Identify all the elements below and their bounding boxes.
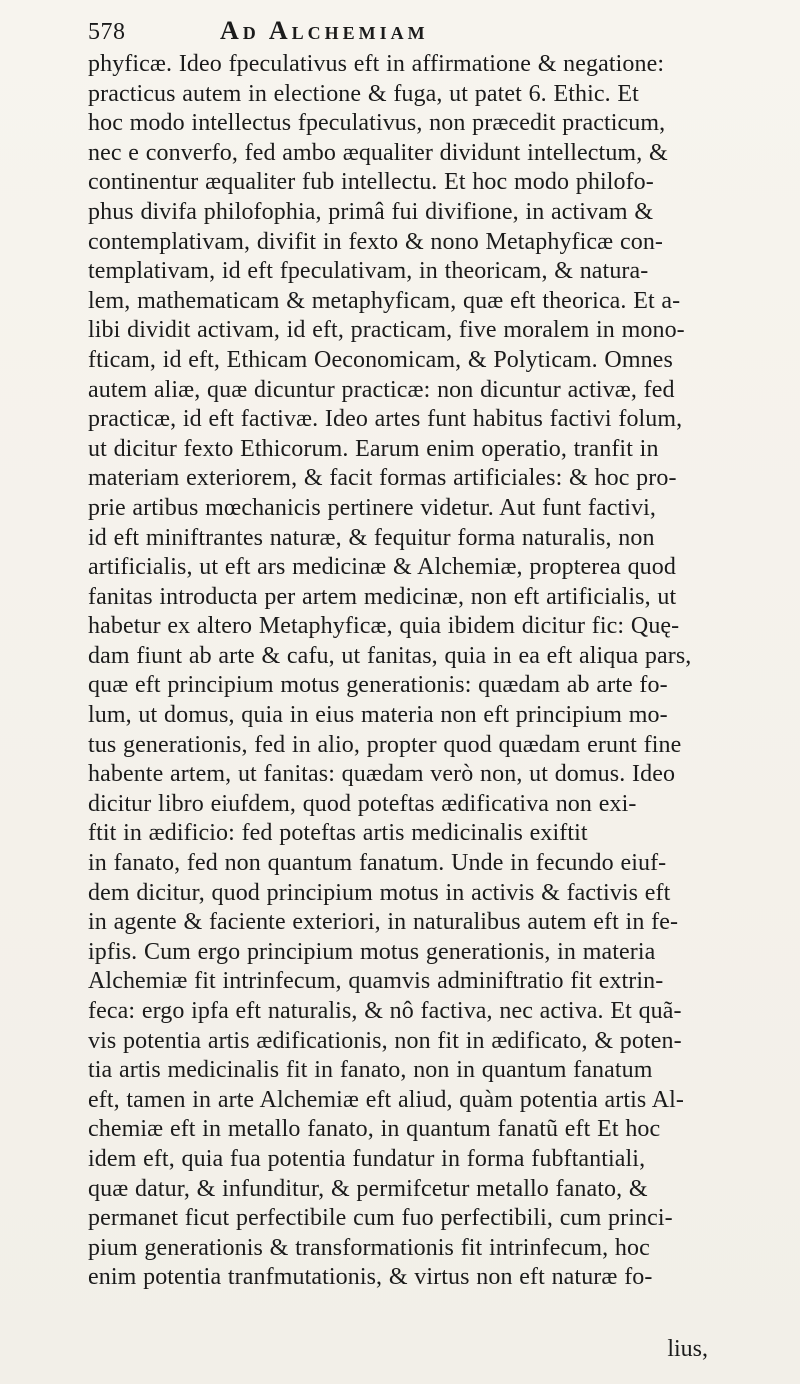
text-line: permanet ficut perfectibile cum fuo perfectibili, cum princi- xyxy=(88,1205,673,1232)
text-line: prie artibus mœchanicis pertinere videtur. Aut funt factivi, xyxy=(88,494,657,521)
text-line: nec e converfo, fed ambo æqualiter dividunt intellectum, & xyxy=(88,139,668,166)
text-line: vis potentia artis ædificationis, non fit in ædificato, & poten- xyxy=(88,1027,682,1054)
text-line: dem dicitur, quod principium motus in activis & factivis eft xyxy=(88,879,671,906)
text-line: pium generationis & transformationis fit intrinfecum, hoc xyxy=(88,1234,650,1261)
running-head: Ad Alchemiam xyxy=(220,16,429,45)
text-line: contemplativam, divifit in fexto & nono Metaphyficæ con- xyxy=(88,228,664,255)
text-line: practicus autem in electione & fuga, ut patet 6. Ethic. Et xyxy=(88,80,639,107)
text-line: in agente & faciente exteriori, in naturalibus autem eft in fe- xyxy=(88,909,679,936)
text-line: dam fiunt ab arte & cafu, ut fanitas, quia in ea eft aliqua pars, xyxy=(88,642,692,669)
text-line: fanitas introducta per artem medicinæ, non eft artificialis, ut xyxy=(88,583,677,610)
text-line: practicæ, id eft factivæ. Ideo artes funt habitus factivi folum, xyxy=(88,406,683,433)
text-line: ftit in ædificio: fed poteftas artis medicinalis exiftit xyxy=(88,820,588,847)
text-line: eft, tamen in arte Alchemiæ eft aliud, quàm potentia artis Al- xyxy=(88,1086,685,1113)
text-line: idem eft, quia fua potentia fundatur in forma fubftantiali, xyxy=(88,1145,646,1172)
text-line: phus divifa philofophia, primâ fui divifione, in activam & xyxy=(88,198,654,225)
text-line: Alchemiæ fit intrinfecum, quamvis adminiftratio fit extrin- xyxy=(88,968,664,995)
text-line: autem aliæ, quæ dicuntur practicæ: non dicuntur activæ, fed xyxy=(88,376,675,403)
text-line: tus generationis, fed in alio, propter quod quædam erunt fine xyxy=(88,731,682,758)
text-line: quæ eft principium motus generationis: quædam ab arte fo- xyxy=(88,672,668,699)
text-line: dicitur libro eiufdem, quod poteftas ædificativa non exi- xyxy=(88,790,637,817)
text-line: hoc modo intellectus fpeculativus, non præcedit practicum, xyxy=(88,110,666,137)
text-line: feca: ergo ipfa eft naturalis, & nô factiva, nec activa. Et quã- xyxy=(88,998,682,1024)
text-line: ut dicitur fexto Ethicorum. Earum enim operatio, tranfit in xyxy=(88,435,659,462)
text-line: libi dividit activam, id eft, practicam, five moralem in mono- xyxy=(88,317,685,344)
text-line: lem, mathematicam & metaphyficam, quæ eft theorica. Et a- xyxy=(88,287,681,314)
text-line: tia artis medicinalis fit in fanato, non in quantum fanatum xyxy=(88,1057,653,1084)
text-line: habente artem, ut fanitas: quædam verò non, ut domus. Ideo xyxy=(88,761,676,788)
text-line: in fanato, fed non quantum fanatum. Unde in fecundo eiuf- xyxy=(88,850,667,877)
text-line: chemiæ eft in metallo fanato, in quantum fanatũ eft Et hoc xyxy=(88,1116,661,1143)
page-header xyxy=(88,16,778,50)
text-line: id eft miniftrantes naturæ, & fequitur forma naturalis, non xyxy=(88,524,655,551)
text-line: fticam, id eft, Ethicam Oeconomicam, & Polyticam. Omnes xyxy=(88,346,673,373)
text-line: materiam exteriorem, & facit formas artificiales: & hoc pro- xyxy=(88,465,677,492)
text-line: artificialis, ut eft ars medicinæ & Alchemiæ, propterea quod xyxy=(88,554,676,581)
text-line: enim potentia tranfmutationis, & virtus non eft naturæ fo- xyxy=(88,1264,653,1291)
body-text xyxy=(88,50,778,1293)
text-line: lum, ut domus, quia in eius materia non eft principium mo- xyxy=(88,702,668,729)
text-line: habetur ex altero Metaphyficæ, quia ibidem dicitur fic: Quę- xyxy=(88,613,680,640)
catchword: lius, xyxy=(667,1336,708,1362)
text-line: phyficæ. Ideo fpeculativus eft in affirmatione & negatione: xyxy=(88,51,665,77)
page-number: 578 xyxy=(88,19,126,45)
text-line: ipfis. Cum ergo principium motus generationis, in materia xyxy=(88,938,656,965)
text-line: continentur æqualiter fub intellectu. Et hoc modo philofo- xyxy=(88,169,654,196)
text-line: quæ datur, & infunditur, & permifcetur metallo fanato, & xyxy=(88,1175,648,1202)
text-line: templativam, id eft fpeculativam, in theoricam, & natura- xyxy=(88,258,649,285)
